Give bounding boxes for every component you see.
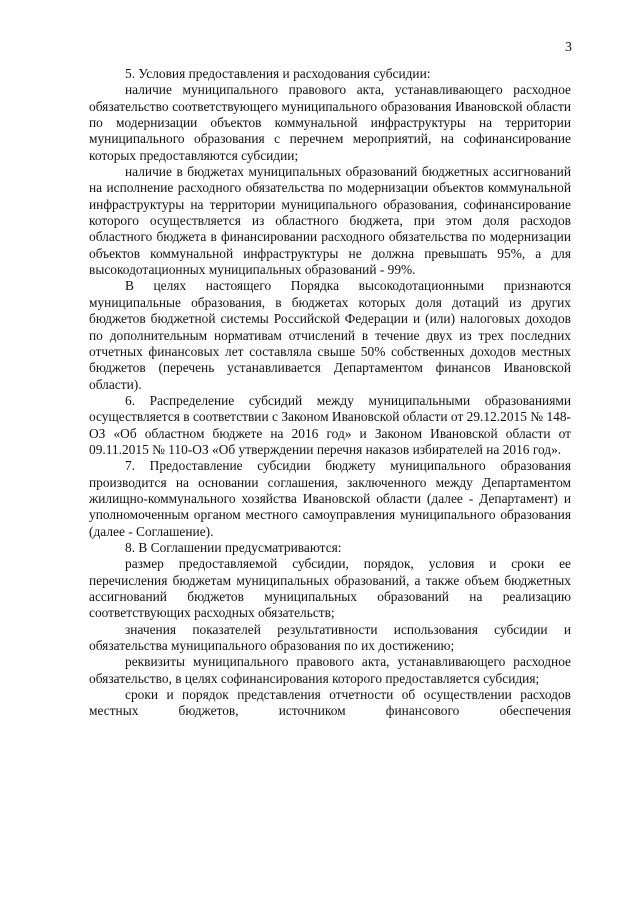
condition-budget-allocations: наличие в бюджетах муниципальных образований бюджетных ассигнований на исполнение расходного обязательства по модернизации объектов коммунальной инфраструктуры на территории муниципального образования, софинансирование которого осуществляется из областного бюджета, при этом доля расходов областного бюджета в финансировании расходного обязательства по модернизации объектов коммунальной инфраструктуры не должна превышать 95%, а для высокодотационных муниципальных образований - 99%. xyxy=(89,164,571,278)
section-5-heading: 5. Условия предоставления и расходования субсидии: xyxy=(125,66,431,81)
agreement-item-legal-act-details: реквизиты муниципального правового акта, устанавливающего расходное обязательство, в целях софинансирования которого предоставляется субсидия; xyxy=(89,654,571,686)
agreement-item-subsidy-size: размер предоставляемой субсидии, порядок, условия и сроки ее перечисления бюджетам муниципальных образований, а также объем бюджетных ассигнований бюджетов муниципальных образований на реализацию соответствующих расходных обязательств; xyxy=(89,556,571,621)
page-number: 3 xyxy=(565,40,572,55)
section-8-heading: 8. В Соглашении предусматриваются: xyxy=(125,539,342,555)
section-7-agreement: 7. Предоставление субсидии бюджету муниципального образования производится на основании соглашения, заключенного между Департаментом жилищно-коммунального хозяйства Ивановской области (далее - Департамент) и уполномоченным органом местного самоуправления муниципального образования (далее - Соглашение). xyxy=(89,458,571,539)
agreement-item-reporting: сроки и порядок представления отчетности об осуществлении расходов местных бюджетов, источником финансового обеспечения xyxy=(89,687,571,719)
section-6-distribution: 6. Распределение субсидий между муниципальными образованиями осуществляется в соответствии с Законом Ивановской области от 29.12.2015 № 148-ОЗ «Об областном бюджете на 2016 год» и Законом Ивановской области от 09.11.2015 № 110-ОЗ «Об утверждении перечня наказов избирателей на 2016 год». xyxy=(89,392,571,457)
condition-legal-act: наличие муниципального правового акта, устанавливающего расходное обязательство соответствующего муниципального образования Ивановской области по модернизации объектов коммунальной инфраструктуры на территории муниципального образования с перечнем мероприятий, на софинансирование которых предоставляются субсидии; xyxy=(89,82,571,163)
high-subsidy-definition: В целях настоящего Порядка высокодотационными признаются муниципальные образования, в бюджетах которых доля дотаций из других бюджетов бюджетной системы Российской Федерации и (или) налоговых доходов по дополнительным нормативам отчислений в течение двух из трех последних отчетных финансовых лет составляла свыше 50% собственных доходов местных бюджетов (перечень устанавливается Департаментом финансов Ивановской области). xyxy=(89,278,571,392)
agreement-item-performance: значения показателей результативности использования субсидии и обязательства муниципального образования по их достижению; xyxy=(89,621,571,654)
document-body xyxy=(89,66,571,720)
